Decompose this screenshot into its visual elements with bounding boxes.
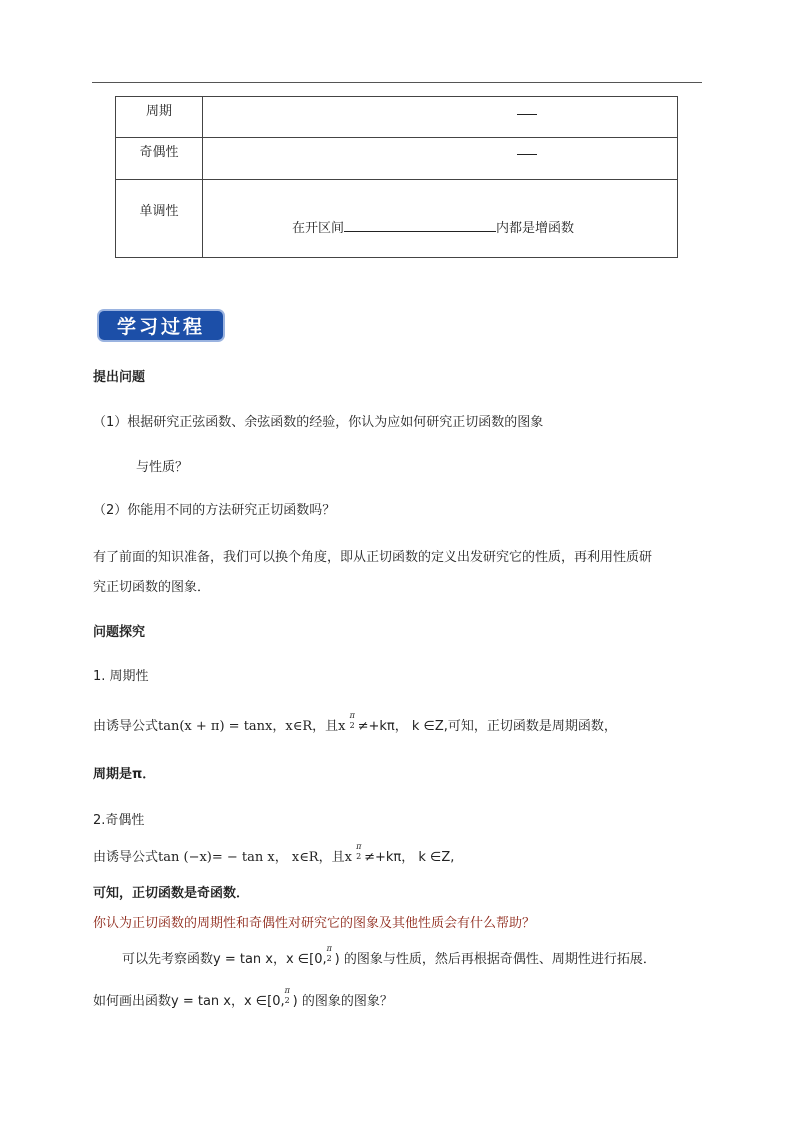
answer-blank — [344, 231, 496, 232]
fraction: π 2 — [326, 944, 332, 963]
question-1: （1）根据研究正弦函数、余弦函数的经验，你认为应如何研究正切函数的图象 — [93, 415, 544, 430]
section-heading: 问题探究 — [93, 625, 146, 640]
row-value — [203, 180, 678, 258]
row-label: 周期 — [116, 97, 203, 138]
answer-line: 可以先考察函数y = tan x，x ∈[0, π 2 ) 的图象与性质，然后再根据奇偶性、周期性进行拓展． — [122, 944, 656, 967]
paragraph-line: 有了前面的知识准备，我们可以换个角度，即从正切函数的定义出发研究它的性质，再利用性质研 — [93, 550, 653, 565]
table-row-monotonicity — [116, 180, 678, 258]
table-row-period — [116, 97, 678, 138]
formula: tan(x + π) = tanx，x∈R，且x — [158, 719, 346, 734]
answer-blank — [517, 114, 537, 115]
fraction: π 2 — [356, 842, 362, 861]
guiding-question: 你认为正切函数的周期性和奇偶性对研究它的图象及其他性质会有什么帮助？ — [93, 916, 536, 931]
table-row-parity — [116, 138, 678, 180]
row-value — [203, 138, 678, 180]
interval-prefix: 在开区间 — [292, 221, 345, 236]
row-value — [203, 97, 678, 138]
interval-suffix: 内都是增函数 — [496, 221, 575, 236]
period-result: 周期是π． — [93, 767, 156, 782]
question-2: （2）你能用不同的方法研究正切函数吗？ — [93, 503, 336, 518]
row-label: 单调性 — [116, 180, 203, 258]
paragraph-line: 究正切函数的图象． — [93, 580, 211, 595]
question-1-cont: 与性质？ — [136, 460, 189, 475]
header-rule — [92, 82, 702, 83]
section-banner: 学习过程 — [99, 311, 223, 340]
fraction: π 2 — [349, 711, 355, 730]
parity-result: 可知，正切函数是奇函数． — [93, 886, 250, 901]
properties-table — [115, 96, 678, 258]
item-title: 2.奇偶性 — [93, 813, 145, 828]
periodicity-statement: 由诱导公式tan(x + π) = tanx，x∈R，且x π 2 ≠+kπ， k ∈Z,可知，正切函数是周期函数， — [93, 711, 617, 734]
final-question: 如何画出函数y = tan x，x ∈[0, π 2 ) 的图象的图象？ — [93, 986, 393, 1009]
item-title: 1. 周期性 — [93, 669, 149, 684]
formula: tan (−x)= − tan x， x∈R，且x — [158, 850, 352, 865]
section-heading: 提出问题 — [93, 370, 146, 385]
answer-blank — [517, 154, 537, 155]
row-label: 奇偶性 — [116, 138, 203, 180]
parity-statement: 由诱导公式tan (−x)= − tan x， x∈R，且x π 2 ≠+kπ， k ∈Z, — [93, 842, 455, 865]
fraction: π 2 — [284, 986, 290, 1005]
